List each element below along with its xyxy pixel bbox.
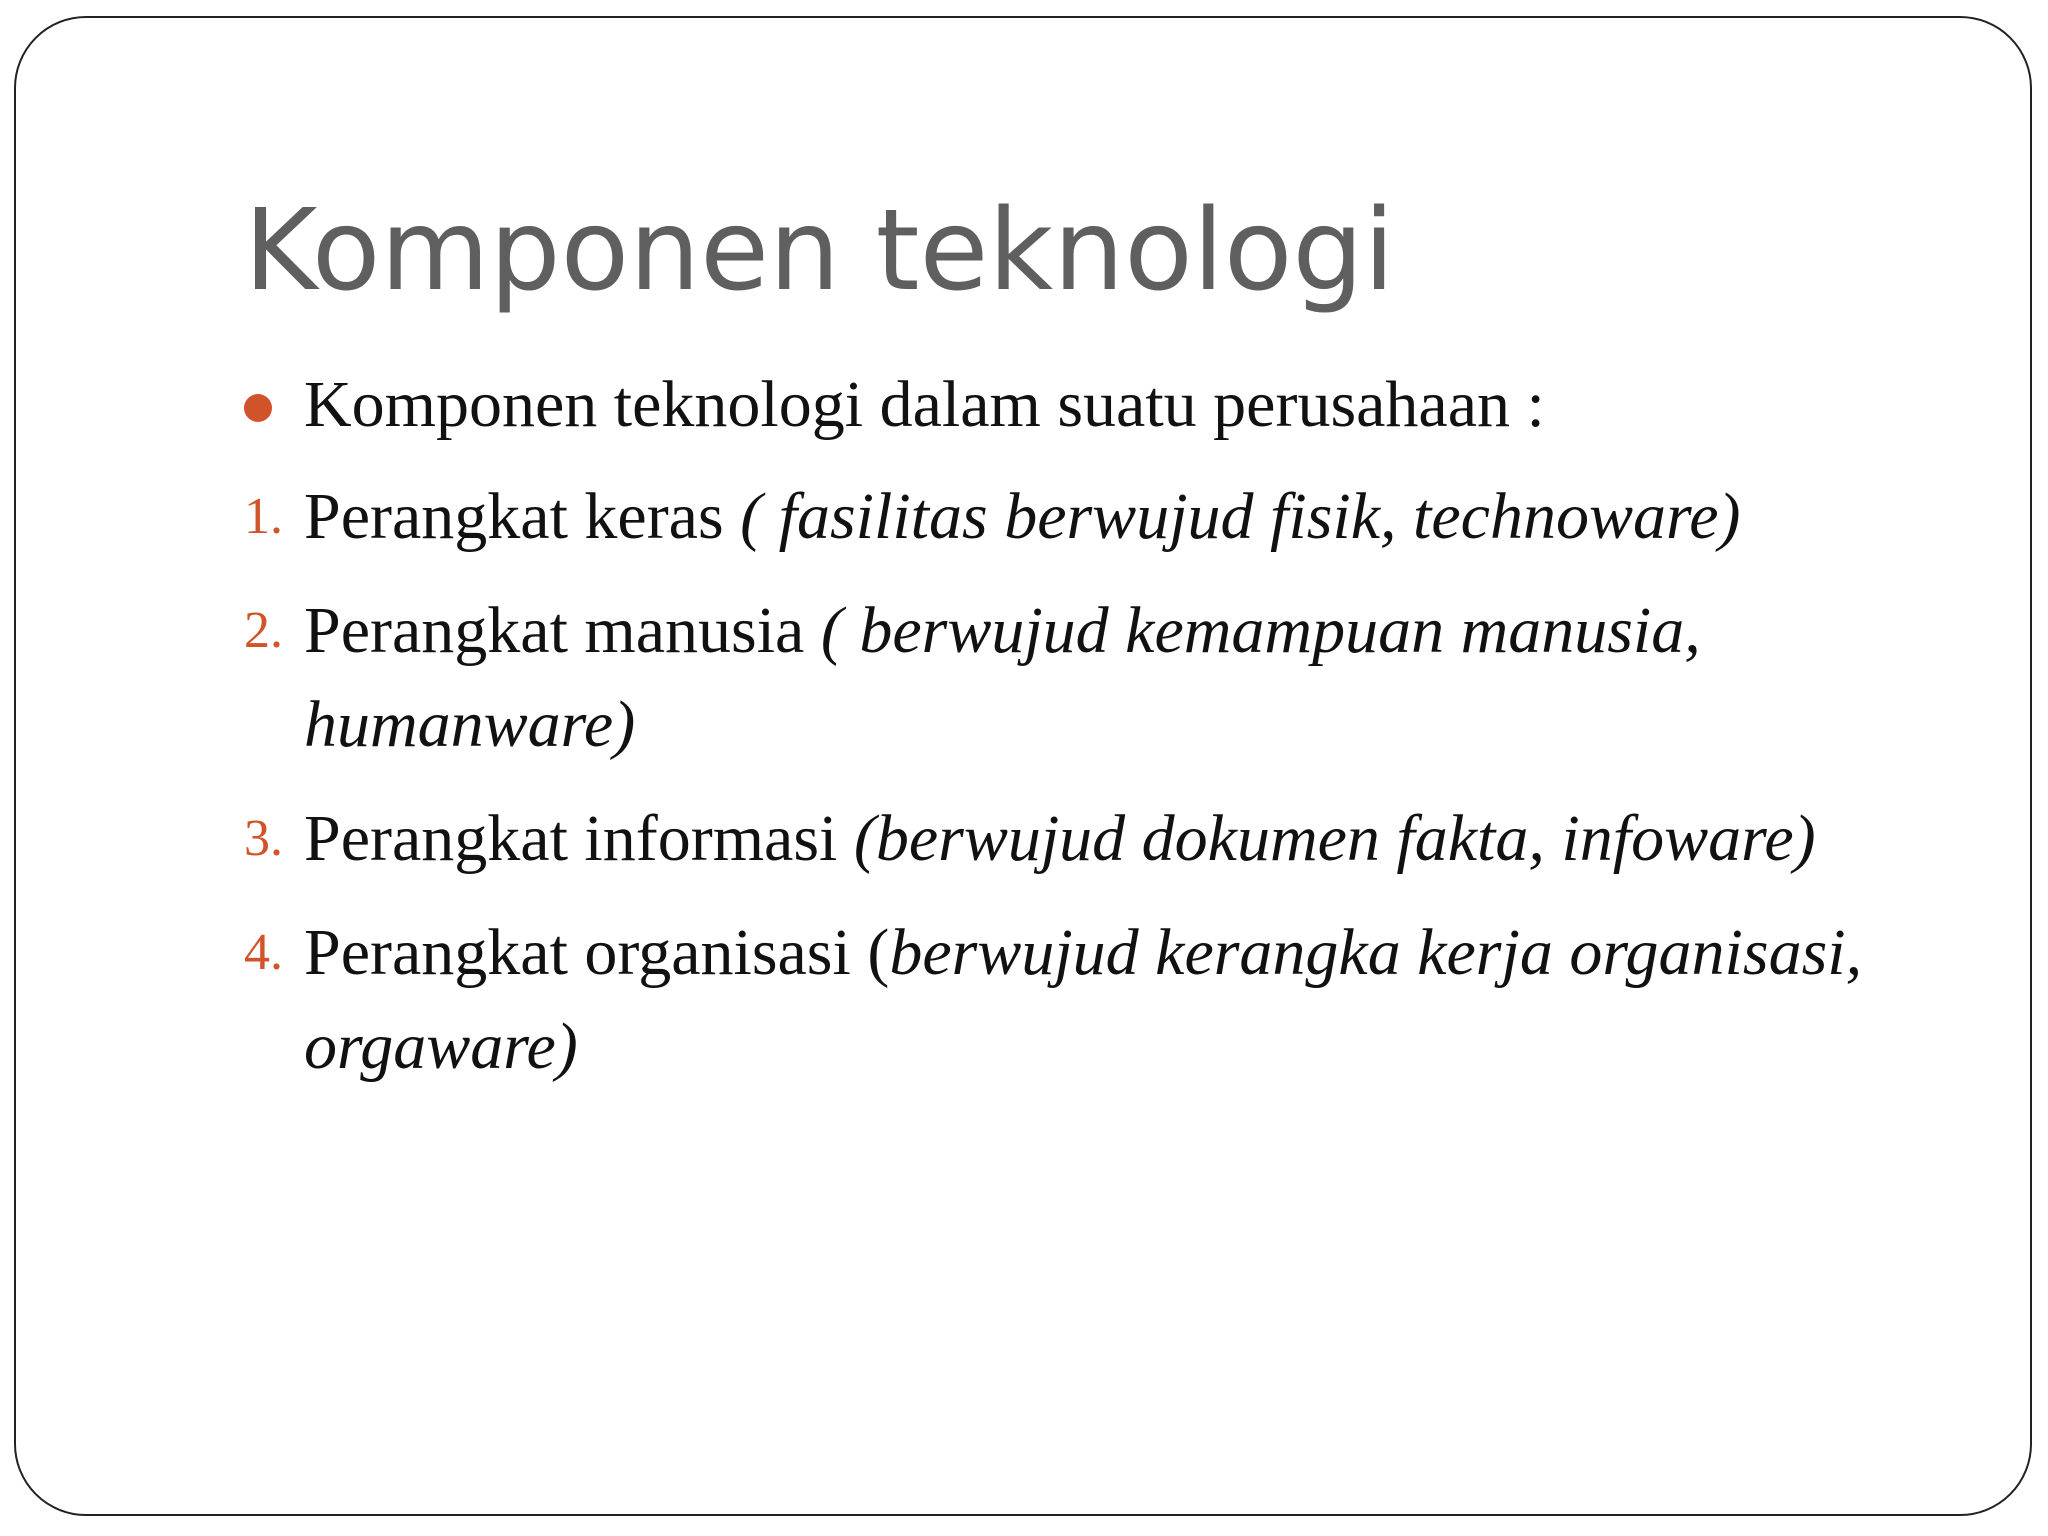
bullet-dot-icon bbox=[244, 394, 272, 422]
list-number: 4. bbox=[244, 924, 283, 981]
intro-text: Komponen teknologi dalam suatu perusahaan : bbox=[304, 368, 1545, 441]
list-item-label: Perangkat organisasi ( bbox=[304, 916, 890, 989]
list-item bbox=[244, 470, 1884, 564]
list-item bbox=[244, 584, 1884, 772]
list-item-description: (berwujud dokumen fakta, infoware) bbox=[853, 802, 1816, 875]
slide-frame bbox=[14, 16, 2032, 1516]
list-number: 2. bbox=[244, 602, 283, 659]
list-item-label: Perangkat keras bbox=[304, 480, 741, 553]
slide-content bbox=[244, 358, 1884, 1114]
list-item-label: Perangkat manusia bbox=[304, 594, 821, 667]
list-item bbox=[244, 792, 1884, 886]
slide-title: Komponen teknologi bbox=[244, 186, 1395, 316]
list-number: 3. bbox=[244, 810, 283, 867]
list-item-description: berwujud kerangka kerja organisasi, orgaware) bbox=[304, 916, 1863, 1083]
list-number: 1. bbox=[244, 488, 283, 545]
list-item bbox=[244, 906, 1884, 1094]
list-item-description: ( berwujud kemampuan manusia, humanware) bbox=[304, 594, 1701, 761]
list-item-label: Perangkat informasi bbox=[304, 802, 854, 875]
list-item-description: ( fasilitas berwujud fisik, technoware) bbox=[740, 480, 1741, 553]
intro-bullet-item bbox=[244, 358, 1884, 452]
